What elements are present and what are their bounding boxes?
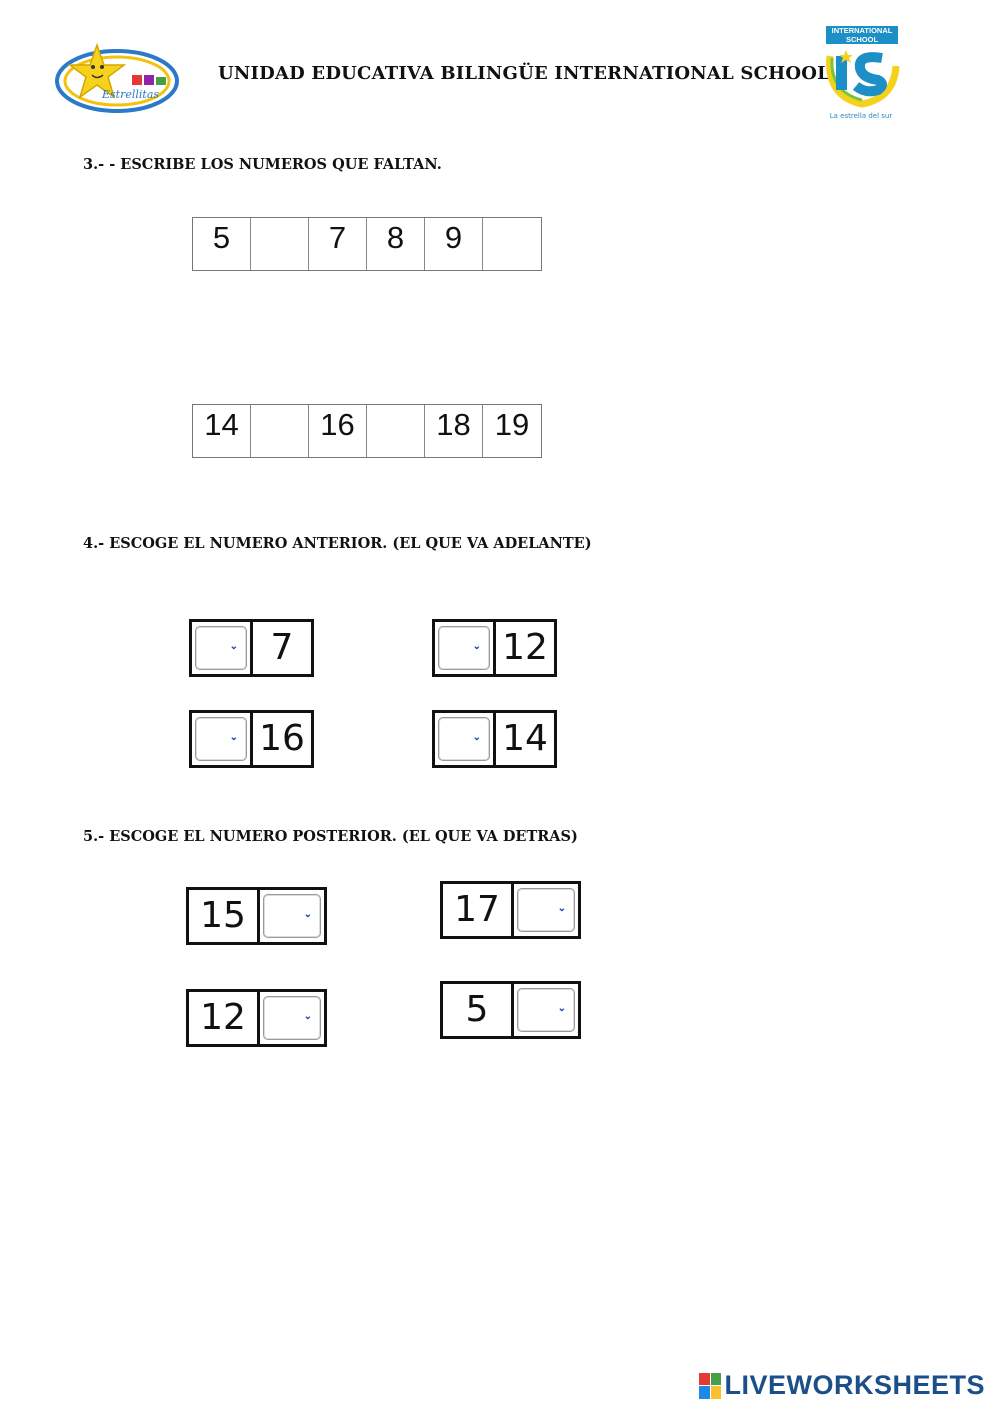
section-3-heading: 3.- - ESCRIBE LOS NUMEROS QUE FALTAN. xyxy=(83,156,442,173)
number-cell: 8 xyxy=(367,218,425,270)
given-number: 14 xyxy=(502,718,548,759)
next-number-select[interactable] xyxy=(263,894,321,938)
section-5-heading: 5.- ESCOGE EL NUMERO POSTERIOR. (EL QUE VA DETRAS) xyxy=(83,828,578,845)
select-wrap xyxy=(435,622,496,674)
chevron-down-icon: ⌄ xyxy=(229,732,238,743)
given-number: 12 xyxy=(200,997,246,1038)
select-wrap xyxy=(192,713,253,765)
previous-number-pair xyxy=(432,619,557,677)
next-number-select[interactable] xyxy=(517,888,575,932)
chevron-down-icon: ⌄ xyxy=(557,903,566,914)
chevron-down-icon: ⌄ xyxy=(557,1003,566,1014)
previous-number-pair xyxy=(189,619,314,677)
chevron-down-icon: ⌄ xyxy=(303,1011,312,1022)
logo-tagline: La estrella del sur xyxy=(829,112,893,120)
missing-numbers-row-1 xyxy=(192,217,542,271)
brand-text: LIVEWORKSHEETS xyxy=(724,1370,985,1400)
previous-number-select[interactable] xyxy=(195,717,247,761)
next-number-pair xyxy=(440,881,581,939)
select-wrap xyxy=(257,992,324,1044)
missing-numbers-row-2 xyxy=(192,404,542,458)
answer-cell[interactable] xyxy=(251,218,309,270)
school-title: UNIDAD EDUCATIVA BILINGÜE INTERNATIONAL SCHOOL xyxy=(218,63,830,84)
section-4-heading: 4.- ESCOGE EL NUMERO ANTERIOR. (EL QUE VA ADELANTE) xyxy=(83,535,592,552)
number-cell: 19 xyxy=(494,407,530,442)
answer-cell[interactable] xyxy=(251,405,309,457)
answer-cell[interactable] xyxy=(483,218,541,270)
number-cell: 16 xyxy=(309,405,367,457)
next-number-pair xyxy=(186,989,327,1047)
previous-number-select[interactable] xyxy=(438,717,490,761)
next-number-select[interactable] xyxy=(263,996,321,1040)
given-number: 15 xyxy=(200,895,246,936)
chevron-down-icon: ⌄ xyxy=(229,641,238,652)
select-wrap xyxy=(192,622,253,674)
given-number: 12 xyxy=(502,627,548,668)
previous-number-pair xyxy=(189,710,314,768)
number-cell: 9 xyxy=(425,218,483,270)
liveworksheets-brand[interactable] xyxy=(699,1370,985,1401)
chevron-down-icon: ⌄ xyxy=(472,641,481,652)
liveworksheets-logo-icon xyxy=(699,1373,721,1399)
previous-number-pair xyxy=(432,710,557,768)
estrellitas-logo-icon xyxy=(52,35,182,120)
next-number-pair xyxy=(186,887,327,945)
next-number-select[interactable] xyxy=(517,988,575,1032)
number-cell: 18 xyxy=(425,405,483,457)
previous-number-select[interactable] xyxy=(438,626,490,670)
given-number: 7 xyxy=(270,627,294,668)
number-cell: 5 xyxy=(193,218,251,270)
logo-top-text: INTERNATIONAL SCHOOL xyxy=(826,26,898,44)
given-number: 5 xyxy=(465,989,489,1030)
number-cell: 14 xyxy=(193,405,251,457)
chevron-down-icon: ⌄ xyxy=(472,732,481,743)
given-number: 16 xyxy=(259,718,305,759)
svg-text:Estrellitas: Estrellitas xyxy=(102,88,160,101)
next-number-pair xyxy=(440,981,581,1039)
select-wrap xyxy=(511,884,578,936)
is-school-logo-icon xyxy=(822,26,900,124)
select-wrap xyxy=(511,984,578,1036)
number-cell: 7 xyxy=(309,218,367,270)
previous-number-select[interactable] xyxy=(195,626,247,670)
given-number: 17 xyxy=(454,889,500,930)
answer-cell[interactable] xyxy=(367,405,425,457)
select-wrap xyxy=(435,713,496,765)
chevron-down-icon: ⌄ xyxy=(303,909,312,920)
select-wrap xyxy=(257,890,324,942)
